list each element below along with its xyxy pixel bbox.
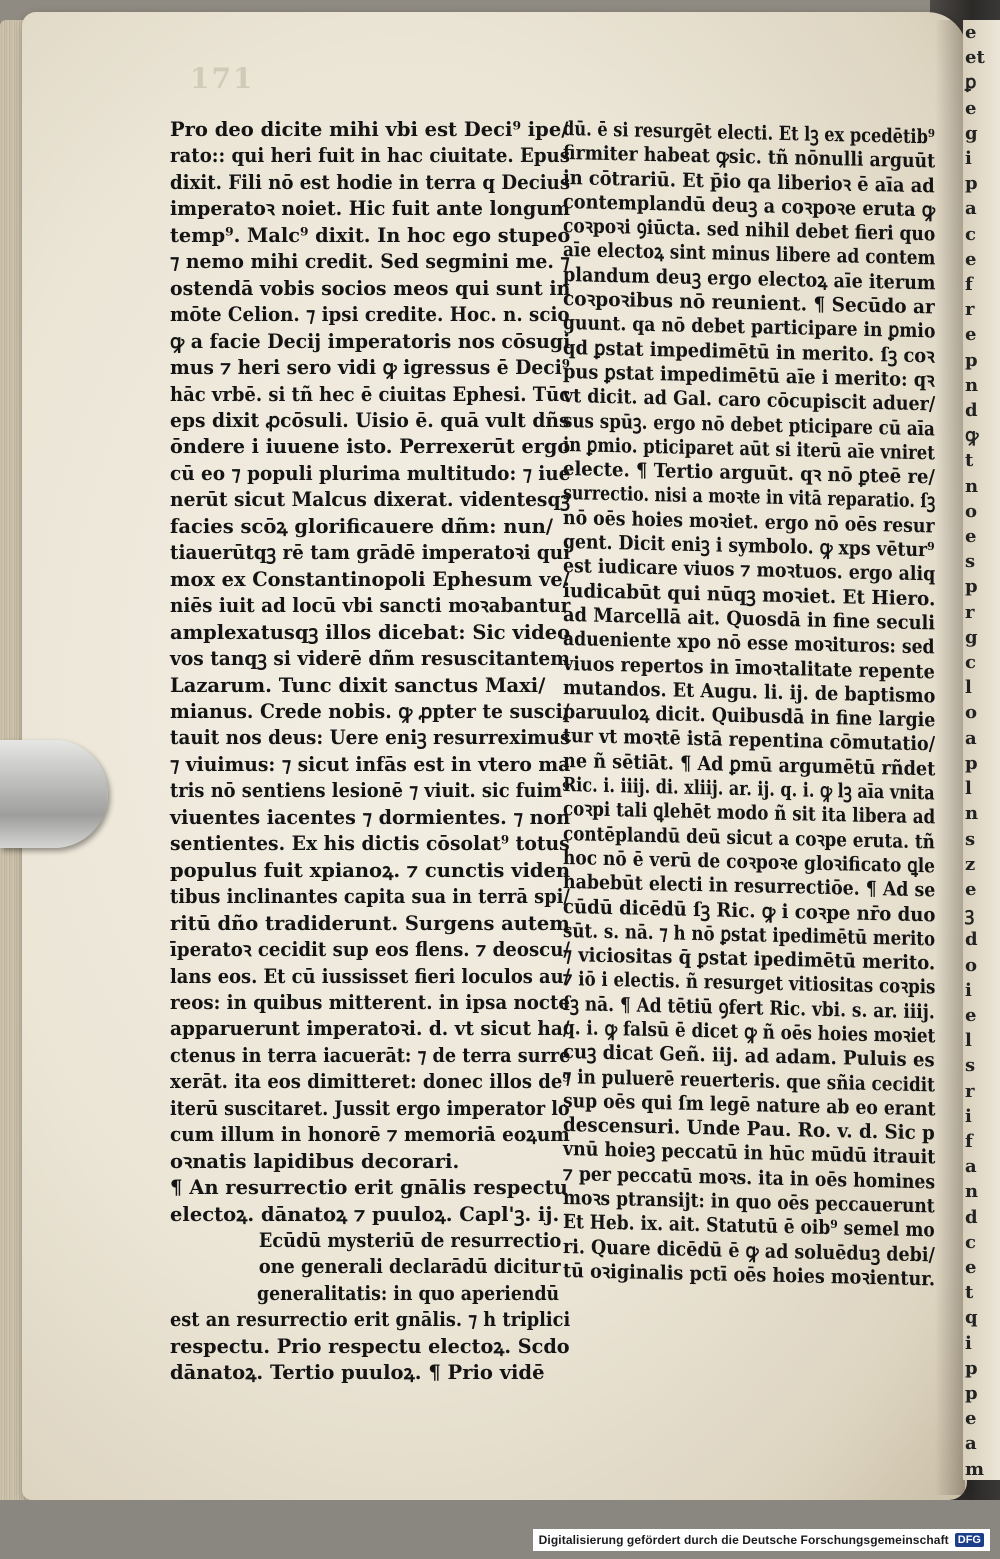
next-page-fragment: r	[965, 299, 975, 321]
next-page-fragment: et	[965, 47, 985, 69]
text-line: Ric. i. iiij. di. xliij. ar. ij. q. i. ꝙ lꝫ aīa vnita	[563, 773, 935, 805]
text-line: ri. Quare dicēdū ē ꝙ ad soluēduꝫ debi/	[563, 1234, 935, 1267]
next-page-fragment: n	[965, 374, 979, 396]
next-page-fragment: a	[965, 727, 977, 749]
text-line: tibus inclinantes capita sua in terrā spi/	[170, 885, 570, 909]
next-page-fragment: e	[965, 324, 977, 346]
text-line: ostendā vobis socios meos qui sunt in	[170, 276, 571, 300]
text-line: cūdū dicēdū ſꝫ Ric. ꝙ i coꝛpe nr̄o duo	[563, 894, 936, 926]
text-line: ctenus in terra iacuerāt: ⁊ de terra surre	[170, 1043, 571, 1067]
text-line: sus spūꝫ. ergo nō debet pticipare cū aīa	[563, 408, 935, 441]
text-line: īperatoꝛ cecidit sup eos flens. ⁊ deoscu/	[170, 938, 571, 962]
text-line: firmiter habeat ꝙsic. tñ nōnulli arguūt	[563, 141, 936, 173]
next-page-fragment: r	[965, 601, 975, 623]
text-line: viuos repertos in īmoꝛtalitate repente	[563, 651, 935, 683]
next-page-fragment: s	[965, 828, 976, 850]
text-line: ⁊ iō i electis. ñ resurget vitiositas coꝛpis	[563, 967, 936, 999]
text-line: xerāt. ita eos dimitteret: donec illos de⁹	[170, 1070, 571, 1094]
text-line: ꝙ a facie Decij imperatoris nos cōsugi	[170, 329, 571, 353]
text-line: imperatoꝛ noiet. Hic fuit ante longum	[170, 197, 570, 221]
text-line: habebūt electi in resurrectiōe. ¶ Ad se	[563, 870, 936, 902]
next-page-sliver	[963, 20, 1000, 1480]
next-page-fragment: s	[965, 551, 976, 573]
text-line: ⁊ viciositas q̄ ꝑstat ipedimētū merito.	[563, 943, 936, 975]
next-page-fragment: n	[965, 475, 979, 497]
next-page-fragment: e	[965, 878, 977, 900]
text-line: contēplandū deū sicut a coꝛpe eruta. tñ	[563, 821, 935, 854]
next-page-fragment: l	[965, 1030, 972, 1052]
next-page-fragment: e	[965, 1256, 977, 1278]
text-line: ſꝫ nā. ¶ Ad tētiū ꝯfert Ric. vbi. s. ar. iiij.	[563, 991, 935, 1024]
text-line: est an resurrectio erit gnālis. ⁊ h triplici	[170, 1308, 571, 1332]
text-line: dixit. Fili nō est hodie in terra q Decius	[170, 170, 571, 194]
text-line: vos tanqꝫ si viderē dñm resuscitantem	[170, 647, 570, 671]
next-page-fragment: ꝫ	[965, 904, 975, 926]
next-page-fragment: p	[965, 1357, 978, 1379]
text-line: ⁊ nemo mihi credit. Sed segmini me. ⁊	[170, 250, 570, 274]
next-page-fragment: p	[965, 752, 978, 774]
text-line: ¶ An resurrectio erit gnālis respectu	[170, 1176, 568, 1200]
text-line: ad Marcellā ait. Quosdā in fine seculi	[563, 602, 936, 635]
next-page-fragment: s	[965, 1055, 976, 1077]
next-page-fragment: t	[965, 1282, 974, 1304]
text-line: surrectio. nisi a moꝛte in vitā reparatio. ſꝫ	[563, 481, 936, 513]
text-line: electe. ¶ Tertio arguūt. qꝛ nō ꝑteē re/	[563, 457, 935, 489]
next-page-fragment: f	[965, 1130, 973, 1152]
next-page-fragment: p	[965, 1382, 978, 1404]
next-page-fragment: i	[965, 1332, 972, 1354]
text-line: coꝛpi tali ꝗlehēt modo ñ sit ita libera ad	[563, 797, 936, 829]
text-line: Et Heb. ix. ait. Statutū ē oib⁹ semel mo	[563, 1210, 935, 1242]
text-line: ⁊ in puluerē reuerteris. que sñia cecidit	[563, 1064, 935, 1097]
text-line: viuentes iacentes ⁊ dormientes. ⁊ non	[170, 805, 571, 829]
next-page-fragment: z	[965, 853, 976, 875]
text-line: electoꝝ. dānatoꝝ ⁊ puuloꝝ. Capl'ꝫ. ij.	[170, 1202, 560, 1226]
next-page-fragment: o	[965, 702, 978, 724]
text-line: coꝛpoꝛibus nō reunient. ¶ Secūdo ar	[563, 287, 935, 319]
text-line: aīe electoꝝ sint minus libere ad contem	[563, 238, 936, 270]
text-line: tū oꝛiginalis pctī oēs hoies moꝛientur.	[563, 1258, 936, 1291]
next-page-fragment: c	[965, 652, 976, 674]
text-line: qd ꝑstat impedimētū in merito. ſꝫ coꝛ	[563, 335, 935, 368]
text-line: descensuri. Unde Pau. Ro. v. d. Sic p	[563, 1113, 935, 1145]
next-page-fragment: e	[965, 97, 977, 119]
next-page-fragment: i	[965, 148, 972, 170]
next-page-fragment: a	[965, 198, 977, 220]
text-line: generalitatis: in quo aperiendū	[257, 1281, 560, 1305]
text-line: ritū dño tradiderunt. Surgens autem	[170, 911, 570, 935]
text-line: coꝛpoꝛi ꝯiūcta. sed nihil debet fieri quo	[563, 214, 936, 246]
text-line: vt dicit. ad Gal. caro cōcupiscit aduer/	[563, 384, 936, 416]
next-page-fragment: c	[965, 223, 976, 245]
next-page-fragment: q	[965, 1307, 978, 1329]
next-page-fragment: r	[965, 1080, 975, 1102]
text-line: one generali declarādū dicitur	[258, 1255, 561, 1279]
next-page-fragment: t	[965, 450, 974, 472]
text-line: lans eos. Et cū iussisset fieri loculos au/	[170, 964, 571, 988]
text-line: cuꝫ dicat Geñ. iij. ad adam. Puluis es	[563, 1040, 935, 1072]
text-line: tiauerūtqꝫ rē tam grādē imperatoꝛi qui	[170, 541, 571, 565]
next-page-fragment: p	[965, 349, 978, 371]
next-page-fragment: m	[965, 1458, 985, 1480]
page-clip	[0, 740, 108, 848]
next-page-fragment: d	[965, 929, 978, 951]
text-line: amplexatusqꝫ illos dicebat: Sic video	[170, 620, 571, 644]
text-line: iudicabūt qui nūqꝫ moꝛiet. Et Hiero.	[563, 578, 936, 611]
text-line: mōte Celion. ⁊ ipsi credite. Hoc. n. scio	[170, 303, 570, 327]
text-line: ⁊ viuimus: ⁊ sicut infās est in vtero ma	[170, 752, 571, 776]
text-line: tur vt moꝛtē istā repentina cōmutatio/	[563, 724, 936, 756]
text-line: ne ñ sētiāt. ¶ Ad ꝑmū argumētū rñdet	[563, 748, 936, 781]
text-line: vnū hoieꝫ peccatū in hūc mūdū itrauit	[563, 1137, 936, 1169]
text-line: sūt. s. nā. ⁊ h nō ꝑstat ipedimētū merito	[563, 918, 936, 951]
text-line: gent. Dicit eniꝫ i symbolo. ꝙ xps vētur⁹	[563, 530, 935, 562]
text-line: niēs iuit ad locū vbi sancti moꝛabantur	[170, 594, 571, 618]
next-page-fragment: p	[965, 173, 978, 195]
text-line: in ꝑmio. pticiparet aūt si iterū aīe vniret	[563, 432, 935, 465]
next-page-fragment: i	[965, 979, 972, 1001]
text-line: sup oēs qui ſm legē nature ab eo erant	[563, 1088, 936, 1121]
text-line: Pro deo dicite mihi vbi est Deci⁹ ipe/	[170, 118, 569, 141]
next-page-fragment: n	[965, 1181, 979, 1203]
digitization-footer	[533, 1529, 990, 1551]
text-line: contemplandū deuꝫ a coꝛpoꝛe eruta ꝙ	[563, 189, 936, 222]
text-line: est iudicare viuos ⁊ moꝛtuos. ergo aliq	[563, 554, 936, 586]
text-line: respectu. Prio respectu electoꝝ. Scdo	[170, 1334, 570, 1358]
next-page-fragment: g	[965, 122, 978, 144]
text-line: ⁊ per peccatū moꝛs. ita in oēs homines	[563, 1161, 936, 1194]
text-line: tauit nos deus: Uere eniꝫ resurreximus	[170, 726, 571, 750]
next-page-fragment: d	[965, 400, 978, 422]
text-line: hāc vrbē. si tñ hec ē ciuitas Ephesi. Tūc	[170, 382, 571, 406]
text-line: nō oēs hoies moꝛiet. ergo nō oēs resur	[563, 505, 935, 538]
text-line: q. i. ꝙ falsū ē dicet ꝙ ñ oēs hoies moꝛiet	[563, 1015, 936, 1048]
text-line: cū eo ⁊ populi plurima multitudo: ⁊ iue	[170, 461, 571, 485]
gutter-shadow	[935, 20, 965, 1495]
next-page-fragment: o	[965, 954, 978, 976]
next-page-fragment: f	[965, 274, 973, 296]
text-line: mutandos. Et Augu. li. ij. de baptismo	[563, 675, 936, 708]
text-line: facies scōꝝ glorificauere dñm: nun/	[170, 514, 553, 538]
next-page-fragment: e	[965, 22, 977, 43]
footer-credit: Digitalisierung gefördert durch die Deutsche Forschungsgemeinschaft	[538, 1533, 949, 1547]
next-page-fragment: c	[965, 1231, 976, 1253]
left-text-column	[170, 117, 570, 1387]
next-page-fragment: d	[965, 1206, 978, 1228]
text-line: in cōtrariū. Et p̄io qa liberioꝛ ē aīa ad	[563, 165, 935, 198]
next-page-fragment: n	[965, 803, 979, 825]
text-line: Lazarum. Tunc dixit sanctus Maxi/	[170, 673, 546, 697]
text-line: plandum deuꝫ ergo electoꝝ aīe iterum	[563, 262, 936, 295]
next-page-fragment: ꝑ	[965, 72, 977, 94]
text-line: tris nō sentiens lesionē ⁊ viuit. sic fuim⁹	[170, 779, 570, 803]
text-line: rato:: qui heri fuit in hac ciuitate. Epus	[170, 144, 570, 168]
text-line: adueniente xpo nō esse moꝛituros: sed	[563, 627, 935, 659]
next-page-fragment: i	[965, 1105, 972, 1127]
text-line: dū. ē si resurgēt electi. Et lꝫ ex pcedētib⁹	[563, 117, 935, 149]
next-page-fragment: ꝙ	[965, 425, 979, 447]
text-line: mianus. Crede nobis. ꝙ ꝓpter te susci/	[170, 699, 570, 723]
text-line: oꝛnatis lapidibus decorari.	[170, 1149, 460, 1173]
next-page-fragment: l	[965, 778, 972, 800]
next-page-fragment: a	[965, 1433, 977, 1455]
text-line: iterū suscitaret. Jussit ergo imperator lo	[170, 1096, 570, 1120]
text-line: cum illum in honorē ⁊ memoriā eoꝝum	[170, 1123, 570, 1147]
text-line: sentientes. Ex his dictis cōsolat⁹ totus	[170, 832, 570, 856]
next-page-fragment: g	[965, 626, 978, 648]
text-line: apparuerunt imperatoꝛi. d. vt sicut ha/	[170, 1017, 570, 1041]
next-page-fragment: e	[965, 1004, 977, 1026]
text-line: temp⁹. Malc⁹ dixit. In hoc ego stupeo	[170, 223, 571, 247]
text-line: reos: in quibus mitterent. in ipsa nocte	[170, 990, 571, 1014]
text-line: guunt. qa nō debet participare in ꝑmio	[563, 311, 936, 343]
text-line: mus ⁊ heri sero vidi ꝙ igressus ē Deci⁹	[170, 356, 570, 380]
text-line: mox ex Constantinopoli Ephesum ve/	[170, 567, 570, 591]
next-page-fragment: e	[965, 1408, 977, 1430]
text-line: eps dixit ꝓcōsuli. Uisio ē. quā vult dñs	[170, 408, 570, 432]
text-line: hoc nō ē verū de coꝛpoꝛe gloꝛificato ꝗle	[563, 845, 936, 878]
text-line: moꝛs ptransijt: in quo oēs peccauerunt	[563, 1186, 935, 1218]
dfg-logo: DFG	[955, 1533, 984, 1547]
text-line: ōndere i iuuene isto. Perrexerūt ergo	[170, 435, 571, 459]
next-page-fragment: a	[965, 1156, 977, 1178]
next-page-fragment: p	[965, 576, 978, 598]
next-page-fragment: e	[965, 526, 977, 548]
folio-number: 171	[190, 62, 255, 95]
next-page-fragment: l	[965, 677, 972, 699]
right-text-column	[563, 117, 935, 1292]
text-line: populus fuit xpianoꝝ. ⁊ cunctis viden	[170, 858, 571, 882]
next-page-fragment: e	[965, 248, 977, 270]
text-line: paruuloꝝ dicit. Quibusdā in fine largie	[563, 700, 936, 732]
next-page-fragment: o	[965, 500, 978, 522]
text-line: Ecūdū mysteriū de resurrectio	[258, 1229, 562, 1253]
text-line: dānatoꝝ. Tertio puuloꝝ. ¶ Prio vidē	[170, 1361, 545, 1385]
text-line: pus ꝑstat impedimētū aīe i merito: qꝛ	[563, 359, 935, 392]
text-line: nerūt sicut Malcus dixerat. videntesqꝫ	[170, 488, 571, 512]
